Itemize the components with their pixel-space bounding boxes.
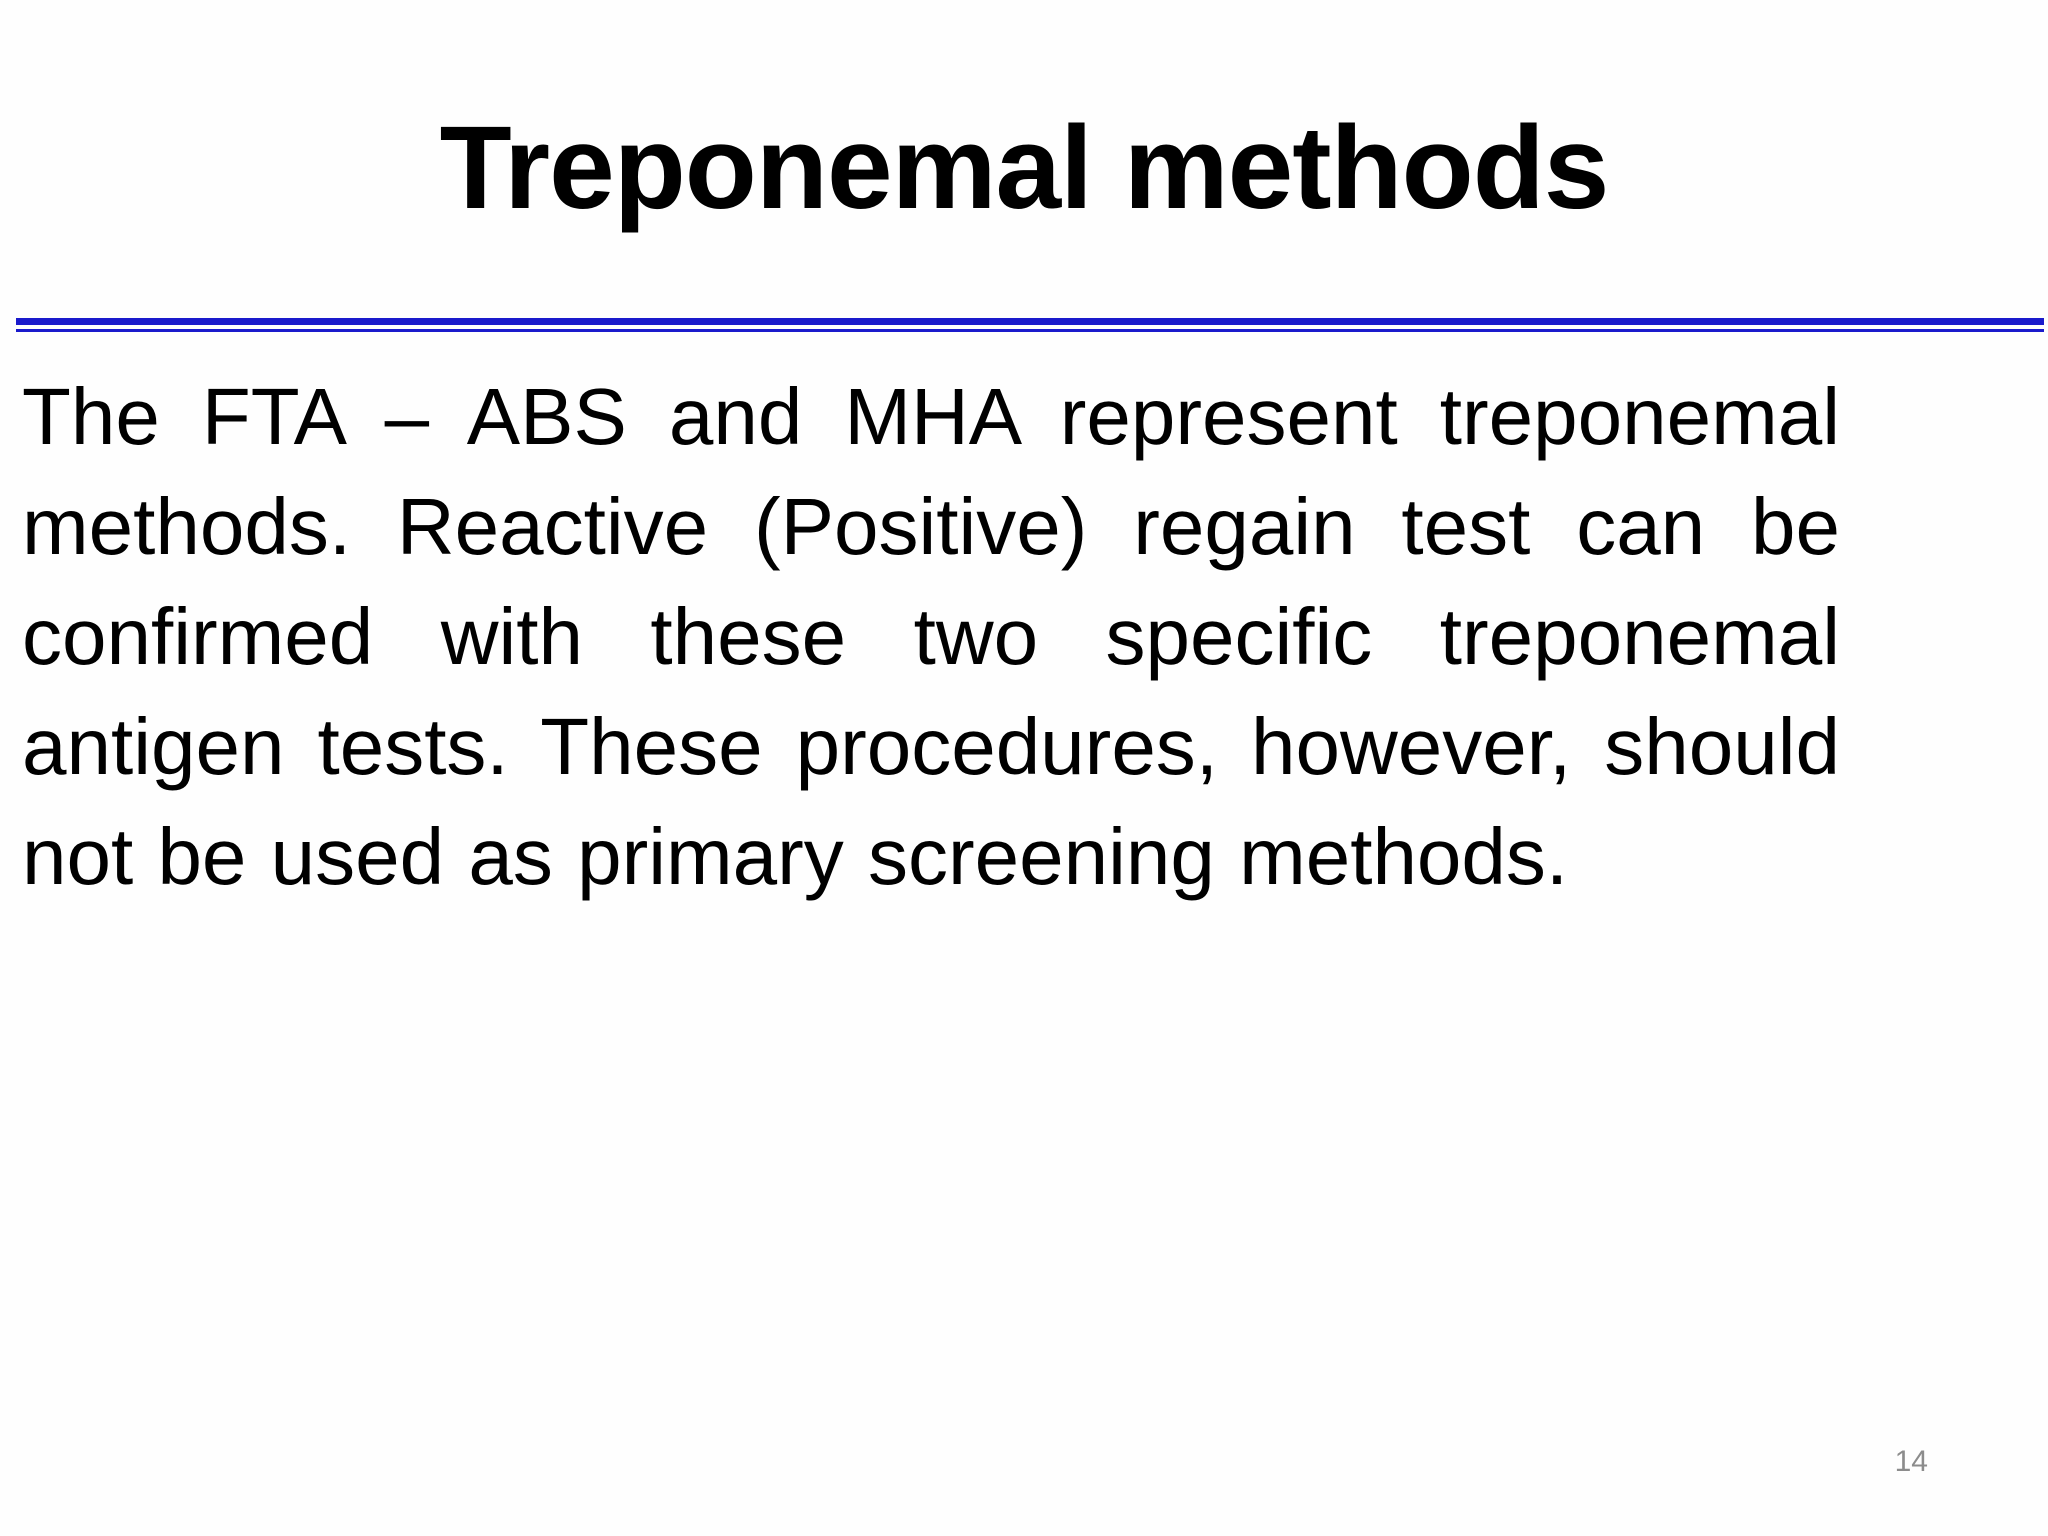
slide-title: Treponemal methods [439,102,1609,234]
slide-body-text: The FTA – ABS and MHA represent treponemal methods. Reactive (Positive) regain test can be confirmed with these two specific treponemal antigen tests. These procedures, however, should not be used as primary screening methods. [22,372,1840,901]
title-divider-thick [16,318,2044,325]
title-divider-thin [16,329,2044,332]
slide-page-number: 14 [1894,1445,1928,1478]
